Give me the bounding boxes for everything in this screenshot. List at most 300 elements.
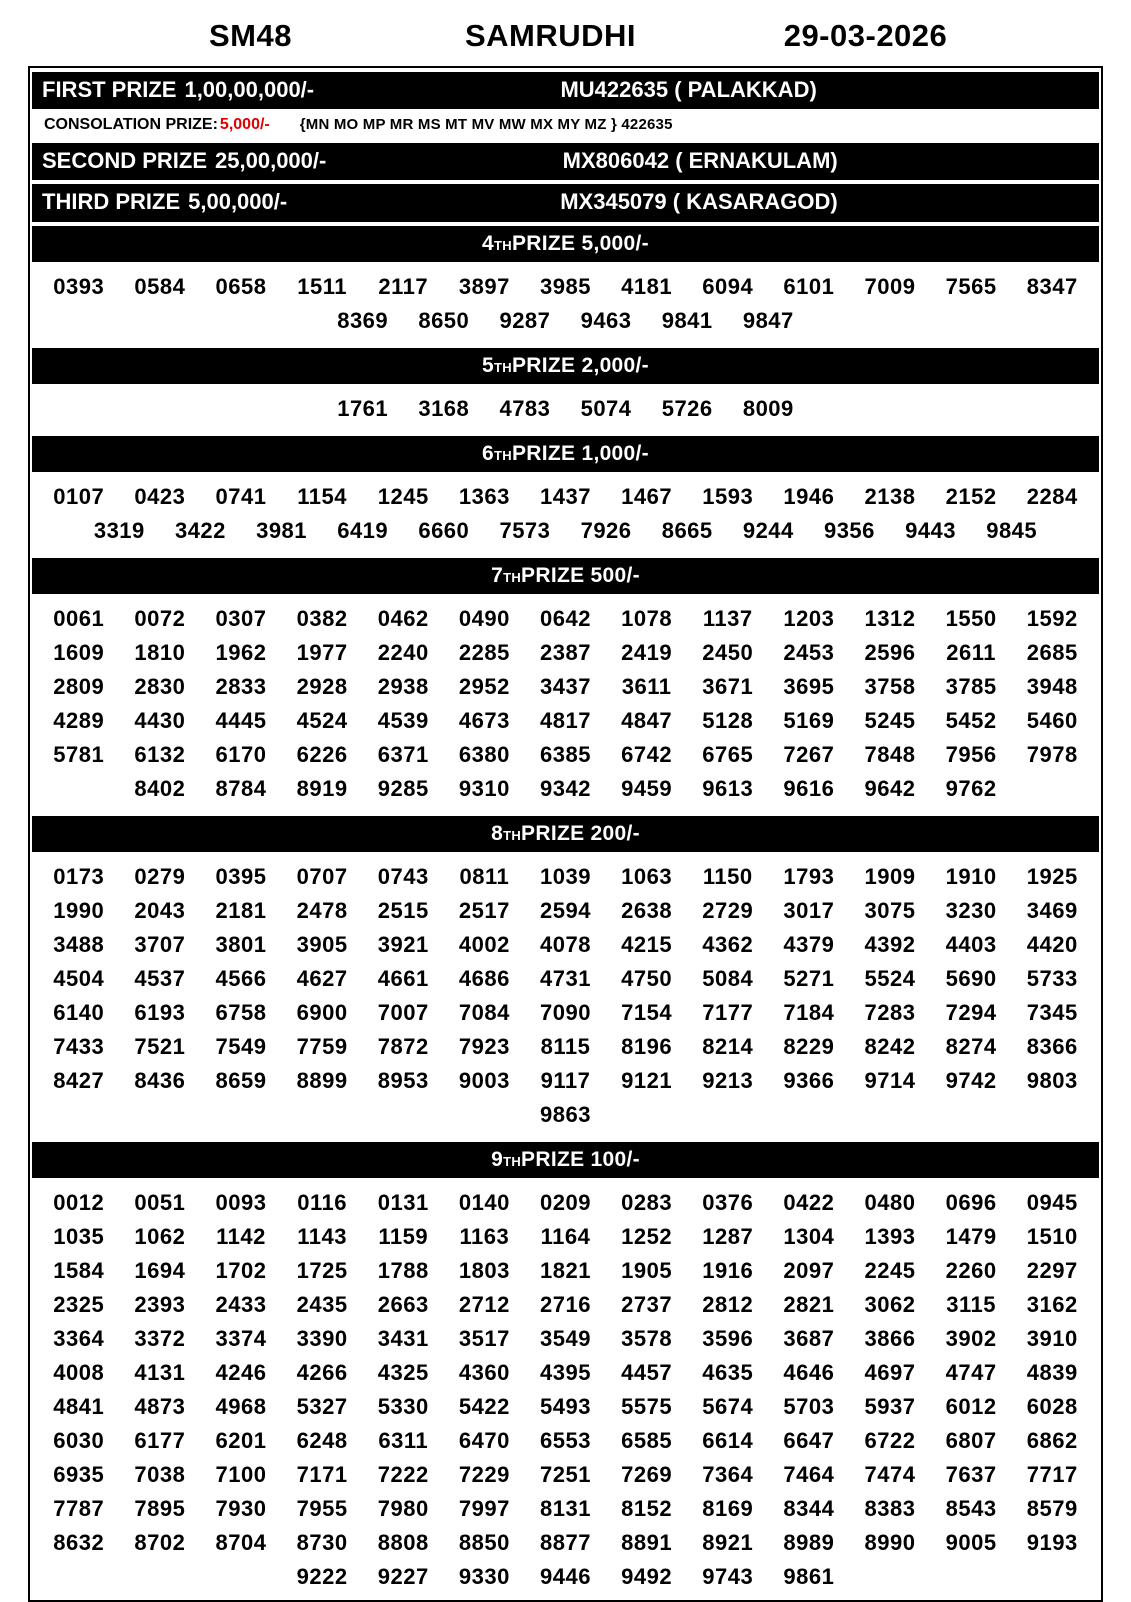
prize-number: 4430 bbox=[134, 707, 186, 733]
prize-number: 3902 bbox=[945, 1326, 997, 1352]
prize-number: 6419 bbox=[337, 517, 389, 543]
page-header bbox=[0, 0, 1131, 66]
prize-number: 7222 bbox=[377, 1462, 429, 1488]
prize-number: 0382 bbox=[296, 605, 348, 631]
prize-number: 7717 bbox=[1026, 1462, 1078, 1488]
prize-number: 8366 bbox=[1026, 1034, 1078, 1060]
first-prize-row bbox=[32, 72, 1099, 109]
prize-number: 2240 bbox=[377, 639, 429, 665]
prize-number: 4968 bbox=[215, 1394, 267, 1420]
prize-number: 1909 bbox=[864, 864, 916, 890]
prize-number: 6094 bbox=[702, 273, 754, 299]
prize-number: 1694 bbox=[134, 1258, 186, 1284]
prize-number: 6900 bbox=[296, 1000, 348, 1026]
seventh-prize-title-amount: PRIZE 500/- bbox=[521, 563, 640, 587]
prize-number: 4841 bbox=[53, 1394, 105, 1420]
prize-number: 2928 bbox=[296, 673, 348, 699]
prize-number: 4504 bbox=[53, 966, 105, 992]
prize-number: 4181 bbox=[621, 273, 673, 299]
ninth-prize-title-number: 9 bbox=[491, 1148, 504, 1172]
prize-number: 0012 bbox=[53, 1190, 105, 1216]
prize-number: 2663 bbox=[377, 1292, 429, 1318]
prize-number: 4008 bbox=[53, 1360, 105, 1386]
prize-number: 6935 bbox=[53, 1462, 105, 1488]
prize-number: 3707 bbox=[134, 932, 186, 958]
ninth-prize-title-amount: PRIZE 100/- bbox=[521, 1148, 640, 1172]
prize-number: 3230 bbox=[945, 898, 997, 924]
prize-number: 3910 bbox=[1026, 1326, 1078, 1352]
prize-number: 2611 bbox=[946, 639, 996, 665]
prize-number: 4457 bbox=[621, 1360, 673, 1386]
prize-number: 5703 bbox=[783, 1394, 835, 1420]
lottery-series-code: SM48 bbox=[209, 18, 292, 53]
prize-number: 4697 bbox=[864, 1360, 916, 1386]
prize-number: 2716 bbox=[540, 1292, 591, 1318]
prize-number: 6742 bbox=[621, 741, 673, 767]
prize-number: 9342 bbox=[540, 775, 591, 801]
prize-number: 8784 bbox=[215, 775, 267, 801]
fifth-prize-title-amount: PRIZE 2,000/- bbox=[511, 353, 649, 377]
prize-number: 6226 bbox=[296, 741, 348, 767]
prize-number: 2833 bbox=[215, 673, 267, 699]
prize-number: 4750 bbox=[621, 966, 673, 992]
prize-number: 9841 bbox=[661, 307, 713, 333]
prize-number: 5452 bbox=[945, 707, 997, 733]
prize-number: 7007 bbox=[377, 1000, 429, 1026]
prize-number: 6765 bbox=[702, 741, 754, 767]
prize-number: 9861 bbox=[783, 1564, 835, 1590]
prize-number: 7364 bbox=[702, 1462, 754, 1488]
prize-number: 6470 bbox=[458, 1428, 510, 1454]
prize-number: 8990 bbox=[864, 1530, 916, 1556]
seventh-prize-header bbox=[32, 558, 1099, 594]
third-prize-label: THIRD PRIZE bbox=[42, 189, 181, 215]
prize-number: 2393 bbox=[134, 1292, 186, 1318]
prize-number: 9285 bbox=[377, 775, 429, 801]
prize-number: 7269 bbox=[621, 1462, 673, 1488]
prize-number: 6647 bbox=[783, 1428, 835, 1454]
prize-number: 7997 bbox=[458, 1496, 510, 1522]
prize-number: 7294 bbox=[945, 1000, 997, 1026]
prize-number: 8009 bbox=[742, 395, 794, 421]
prize-number: 4783 bbox=[499, 395, 551, 421]
prize-number: 3758 bbox=[864, 673, 916, 699]
prize-number: 5128 bbox=[702, 707, 754, 733]
prize-number: 4524 bbox=[296, 707, 348, 733]
prize-number: 0393 bbox=[53, 273, 105, 299]
prize-number: 8919 bbox=[296, 775, 348, 801]
prize-number: 1584 bbox=[53, 1258, 105, 1284]
prize-number: 1925 bbox=[1026, 864, 1078, 890]
prize-number: 6248 bbox=[296, 1428, 348, 1454]
prize-number: 1510 bbox=[1026, 1224, 1078, 1250]
prize-number: 7229 bbox=[458, 1462, 510, 1488]
prize-number: 9227 bbox=[377, 1564, 429, 1590]
prize-number: 1142 bbox=[216, 1224, 266, 1250]
prize-number: 8730 bbox=[296, 1530, 348, 1556]
fifth-prize-title-suffix: TH bbox=[494, 359, 512, 375]
prize-number: 1304 bbox=[783, 1224, 835, 1250]
prize-number: 1946 bbox=[783, 483, 835, 509]
prize-number: 2596 bbox=[864, 639, 916, 665]
seventh-prize-numbers bbox=[30, 598, 1101, 812]
prize-number: 9863 bbox=[540, 1102, 591, 1128]
second-prize-amount: 25,00,000/- bbox=[215, 148, 327, 174]
prize-number: 6101 bbox=[783, 273, 835, 299]
prize-number: 1702 bbox=[215, 1258, 267, 1284]
prize-number: 2450 bbox=[702, 639, 754, 665]
prize-number: 1245 bbox=[377, 483, 429, 509]
second-prize-ticket: MX806042 ( ERNAKULAM) bbox=[562, 148, 838, 174]
prize-number: 4566 bbox=[215, 966, 267, 992]
prize-number: 2387 bbox=[540, 639, 591, 665]
prize-number: 7980 bbox=[377, 1496, 429, 1522]
prize-number: 7433 bbox=[53, 1034, 105, 1060]
prize-number: 8989 bbox=[783, 1530, 835, 1556]
prize-number: 6170 bbox=[215, 741, 267, 767]
prize-number: 5575 bbox=[621, 1394, 673, 1420]
first-prize-amount: 1,00,00,000/- bbox=[184, 77, 315, 102]
prize-number: 8344 bbox=[783, 1496, 835, 1522]
prize-number: 4661 bbox=[377, 966, 429, 992]
prize-number: 0131 bbox=[377, 1190, 429, 1216]
prize-number: 6371 bbox=[377, 741, 429, 767]
lottery-name: SAMRUDHI bbox=[464, 18, 637, 53]
prize-number: 2638 bbox=[621, 898, 673, 924]
prize-number: 1143 bbox=[297, 1224, 347, 1250]
prize-number: 5422 bbox=[458, 1394, 510, 1420]
prize-number: 7474 bbox=[864, 1462, 916, 1488]
prize-number: 7759 bbox=[296, 1034, 348, 1060]
prize-number: 3578 bbox=[621, 1326, 673, 1352]
prize-number: 2138 bbox=[864, 483, 916, 509]
prize-number: 1163 bbox=[459, 1224, 510, 1250]
prize-number: 7009 bbox=[864, 273, 916, 299]
prize-number: 6614 bbox=[702, 1428, 754, 1454]
prize-number: 8383 bbox=[864, 1496, 916, 1522]
prize-number: 1593 bbox=[702, 483, 754, 509]
prize-number: 9743 bbox=[702, 1564, 754, 1590]
prize-number: 9117 bbox=[540, 1068, 591, 1094]
prize-number: 9847 bbox=[742, 307, 794, 333]
prize-number: 1312 bbox=[864, 605, 916, 631]
prize-number: 0279 bbox=[134, 864, 186, 890]
prize-number: 8402 bbox=[134, 775, 186, 801]
prize-number: 6201 bbox=[215, 1428, 267, 1454]
prize-number: 1287 bbox=[702, 1224, 754, 1250]
prize-number: 2435 bbox=[296, 1292, 348, 1318]
prize-number: 8131 bbox=[540, 1496, 591, 1522]
prize-number: 9287 bbox=[499, 307, 551, 333]
prize-number: 2117 bbox=[378, 273, 429, 299]
prize-number: 9762 bbox=[945, 775, 997, 801]
prize-number: 3372 bbox=[134, 1326, 186, 1352]
eighth-prize-title-suffix: TH bbox=[503, 827, 522, 843]
prize-number: 3075 bbox=[864, 898, 916, 924]
prize-number: 3801 bbox=[215, 932, 267, 958]
prize-number: 4847 bbox=[621, 707, 673, 733]
prize-number: 9613 bbox=[702, 775, 754, 801]
prize-number: 3921 bbox=[377, 932, 429, 958]
prize-number: 0642 bbox=[540, 605, 591, 631]
prize-number: 8659 bbox=[215, 1068, 267, 1094]
prize-number: 6807 bbox=[945, 1428, 997, 1454]
prize-number: 9446 bbox=[540, 1564, 591, 1590]
prize-number: 8921 bbox=[702, 1530, 754, 1556]
prize-number: 5084 bbox=[702, 966, 754, 992]
prize-number: 0116 bbox=[297, 1190, 347, 1216]
ninth-prize-header bbox=[32, 1142, 1099, 1178]
prize-number: 1035 bbox=[53, 1224, 105, 1250]
prize-number: 4131 bbox=[134, 1360, 186, 1386]
prize-number: 9310 bbox=[458, 775, 510, 801]
prize-number: 6193 bbox=[134, 1000, 186, 1026]
prize-number: 3611 bbox=[621, 673, 672, 699]
prize-number: 2297 bbox=[1026, 1258, 1078, 1284]
prize-number: 8702 bbox=[134, 1530, 186, 1556]
prize-number: 4266 bbox=[296, 1360, 348, 1386]
prize-number: 1137 bbox=[702, 605, 753, 631]
prize-number: 8152 bbox=[621, 1496, 673, 1522]
prize-number: 1916 bbox=[702, 1258, 754, 1284]
prize-number: 2594 bbox=[540, 898, 591, 924]
prize-number: 0741 bbox=[215, 483, 267, 509]
prize-number: 8808 bbox=[377, 1530, 429, 1556]
prize-number: 6028 bbox=[1026, 1394, 1078, 1420]
prize-number: 8242 bbox=[864, 1034, 916, 1060]
prize-number: 4395 bbox=[540, 1360, 591, 1386]
prize-number: 4215 bbox=[621, 932, 673, 958]
prize-number: 3549 bbox=[540, 1326, 591, 1352]
prize-number: 3017 bbox=[783, 898, 835, 924]
prize-number: 1039 bbox=[540, 864, 591, 890]
prize-number: 7038 bbox=[134, 1462, 186, 1488]
prize-number: 8650 bbox=[418, 307, 470, 333]
prize-number: 1803 bbox=[458, 1258, 510, 1284]
prize-number: 6012 bbox=[945, 1394, 997, 1420]
prize-number: 9742 bbox=[945, 1068, 997, 1094]
prize-number: 7464 bbox=[783, 1462, 835, 1488]
prize-number: 4673 bbox=[458, 707, 510, 733]
prize-number: 3671 bbox=[702, 673, 754, 699]
prize-number: 7923 bbox=[458, 1034, 510, 1060]
prize-number: 0490 bbox=[458, 605, 510, 631]
prize-number: 8704 bbox=[215, 1530, 267, 1556]
prize-number: 3985 bbox=[540, 273, 591, 299]
prize-number: 5169 bbox=[783, 707, 835, 733]
prize-number: 3469 bbox=[1026, 898, 1078, 924]
prize-number: 3596 bbox=[702, 1326, 754, 1352]
prize-number: 4002 bbox=[458, 932, 510, 958]
prize-number: 4635 bbox=[702, 1360, 754, 1386]
prize-number: 0072 bbox=[134, 605, 186, 631]
fourth-prize-title-suffix: TH bbox=[494, 237, 512, 253]
prize-number: 0140 bbox=[458, 1190, 510, 1216]
prize-number: 7084 bbox=[458, 1000, 510, 1026]
prize-number: 2433 bbox=[215, 1292, 267, 1318]
prize-number: 3785 bbox=[945, 673, 997, 699]
prize-number: 7154 bbox=[621, 1000, 673, 1026]
prize-number: 6177 bbox=[134, 1428, 186, 1454]
prize-number: 4539 bbox=[377, 707, 429, 733]
prize-number: 1905 bbox=[621, 1258, 673, 1284]
sixth-prize-header bbox=[32, 436, 1099, 472]
prize-number: 1203 bbox=[783, 605, 835, 631]
prize-number: 4289 bbox=[53, 707, 105, 733]
prize-number: 8196 bbox=[621, 1034, 673, 1060]
prize-number: 6380 bbox=[458, 741, 510, 767]
prize-number: 9714 bbox=[864, 1068, 916, 1094]
prize-number: 2325 bbox=[53, 1292, 105, 1318]
prize-number: 4627 bbox=[296, 966, 348, 992]
prize-number: 7637 bbox=[945, 1462, 997, 1488]
prize-number: 3488 bbox=[53, 932, 105, 958]
prize-number: 3422 bbox=[174, 517, 226, 543]
prize-number: 9443 bbox=[905, 517, 957, 543]
prize-number: 2821 bbox=[783, 1292, 835, 1318]
sixth-prize-title-suffix: TH bbox=[494, 447, 512, 463]
prize-number: 0584 bbox=[134, 273, 186, 299]
prize-number: 3374 bbox=[215, 1326, 267, 1352]
prize-number: 6862 bbox=[1026, 1428, 1078, 1454]
prize-number: 3364 bbox=[53, 1326, 105, 1352]
prize-number: 1154 bbox=[297, 483, 347, 509]
prize-number: 6311 bbox=[378, 1428, 429, 1454]
prize-number: 2043 bbox=[134, 898, 186, 924]
seventh-prize-title-suffix: TH bbox=[503, 569, 522, 585]
prize-number: 2515 bbox=[377, 898, 429, 924]
prize-number: 8347 bbox=[1026, 273, 1078, 299]
prize-number: 8436 bbox=[134, 1068, 186, 1094]
prize-number: 9003 bbox=[458, 1068, 510, 1094]
prize-number: 9845 bbox=[986, 517, 1038, 543]
fifth-prize-header bbox=[32, 348, 1099, 384]
prize-number: 8369 bbox=[337, 307, 389, 333]
prize-number: 5733 bbox=[1026, 966, 1078, 992]
prize-number: 4537 bbox=[134, 966, 186, 992]
prize-number: 1252 bbox=[621, 1224, 673, 1250]
sixth-prize-title-amount: PRIZE 1,000/- bbox=[511, 441, 649, 465]
prize-number: 5245 bbox=[864, 707, 916, 733]
fifth-prize-numbers bbox=[30, 388, 1101, 432]
results-table bbox=[28, 66, 1103, 1602]
prize-number: 0061 bbox=[53, 605, 105, 631]
prize-number: 4379 bbox=[783, 932, 835, 958]
prize-number: 8899 bbox=[296, 1068, 348, 1094]
prize-number: 8427 bbox=[53, 1068, 105, 1094]
prize-number: 2812 bbox=[702, 1292, 754, 1318]
prize-number: 1962 bbox=[215, 639, 267, 665]
prize-number: 0696 bbox=[945, 1190, 997, 1216]
prize-number: 6553 bbox=[540, 1428, 591, 1454]
prize-number: 5781 bbox=[53, 741, 105, 767]
prize-number: 8632 bbox=[53, 1530, 105, 1556]
prize-number: 6030 bbox=[53, 1428, 105, 1454]
prize-number: 3390 bbox=[296, 1326, 348, 1352]
prize-number: 5690 bbox=[945, 966, 997, 992]
ninth-prize-numbers bbox=[30, 1182, 1101, 1600]
prize-number: 9492 bbox=[621, 1564, 673, 1590]
third-prize-amount: 5,00,000/- bbox=[188, 189, 288, 215]
prize-number: 2419 bbox=[621, 639, 673, 665]
prize-number: 5493 bbox=[540, 1394, 591, 1420]
second-prize-label: SECOND PRIZE bbox=[42, 148, 208, 174]
second-prize-row bbox=[32, 143, 1099, 180]
prize-number: 2685 bbox=[1026, 639, 1078, 665]
prize-number: 2181 bbox=[215, 898, 267, 924]
consolation-amount: 5,000/- bbox=[219, 116, 270, 134]
prize-number: 8229 bbox=[783, 1034, 835, 1060]
prize-number: 4403 bbox=[945, 932, 997, 958]
prize-number: 3905 bbox=[296, 932, 348, 958]
prize-number: 0283 bbox=[621, 1190, 673, 1216]
prize-number: 1910 bbox=[945, 864, 997, 890]
prize-number: 8850 bbox=[458, 1530, 510, 1556]
prize-number: 9356 bbox=[823, 517, 875, 543]
prize-number: 1159 bbox=[378, 1224, 429, 1250]
prize-number: 2952 bbox=[458, 673, 510, 699]
fifth-prize-title-number: 5 bbox=[482, 353, 495, 377]
prize-number: 2938 bbox=[377, 673, 429, 699]
prize-number: 3981 bbox=[256, 517, 308, 543]
prize-number: 7956 bbox=[945, 741, 997, 767]
prize-number: 2729 bbox=[702, 898, 754, 924]
prize-number: 8877 bbox=[540, 1530, 591, 1556]
prize-number: 3115 bbox=[946, 1292, 996, 1318]
prize-number: 1164 bbox=[540, 1224, 591, 1250]
eighth-prize-numbers bbox=[30, 856, 1101, 1138]
prize-number: 0051 bbox=[134, 1190, 186, 1216]
prize-number: 6132 bbox=[134, 741, 186, 767]
prize-number: 2712 bbox=[458, 1292, 510, 1318]
prize-number: 9244 bbox=[742, 517, 794, 543]
prize-number: 3687 bbox=[783, 1326, 835, 1352]
prize-number: 3948 bbox=[1026, 673, 1078, 699]
prize-number: 5330 bbox=[377, 1394, 429, 1420]
prize-number: 0423 bbox=[134, 483, 186, 509]
fourth-prize-numbers bbox=[30, 266, 1101, 344]
prize-number: 0658 bbox=[215, 273, 267, 299]
prize-number: 0209 bbox=[540, 1190, 591, 1216]
consolation-series: {MN MO MP MR MS MT MV MW MX MY MZ } 422635 bbox=[299, 116, 673, 134]
third-prize-ticket: MX345079 ( KASARAGOD) bbox=[560, 189, 838, 215]
prize-number: 8214 bbox=[702, 1034, 754, 1060]
prize-number: 5074 bbox=[580, 395, 632, 421]
prize-number: 5674 bbox=[702, 1394, 754, 1420]
prize-number: 0422 bbox=[783, 1190, 835, 1216]
prize-number: 4817 bbox=[540, 707, 591, 733]
prize-number: 5327 bbox=[296, 1394, 348, 1420]
prize-number: 1761 bbox=[337, 395, 389, 421]
prize-number: 3062 bbox=[864, 1292, 916, 1318]
prize-number: 0107 bbox=[53, 483, 105, 509]
prize-number: 3168 bbox=[418, 395, 470, 421]
prize-number: 4839 bbox=[1026, 1360, 1078, 1386]
prize-number: 9616 bbox=[783, 775, 835, 801]
prize-number: 0811 bbox=[459, 864, 510, 890]
prize-number: 1511 bbox=[297, 273, 347, 299]
prize-number: 1793 bbox=[783, 864, 835, 890]
prize-number: 1609 bbox=[53, 639, 105, 665]
prize-number: 1550 bbox=[945, 605, 997, 631]
prize-number: 5937 bbox=[864, 1394, 916, 1420]
prize-number: 1821 bbox=[540, 1258, 591, 1284]
prize-number: 2284 bbox=[1026, 483, 1078, 509]
eighth-prize-header bbox=[32, 816, 1099, 852]
prize-number: 4747 bbox=[945, 1360, 997, 1386]
prize-number: 7100 bbox=[215, 1462, 267, 1488]
prize-number: 9459 bbox=[621, 775, 673, 801]
